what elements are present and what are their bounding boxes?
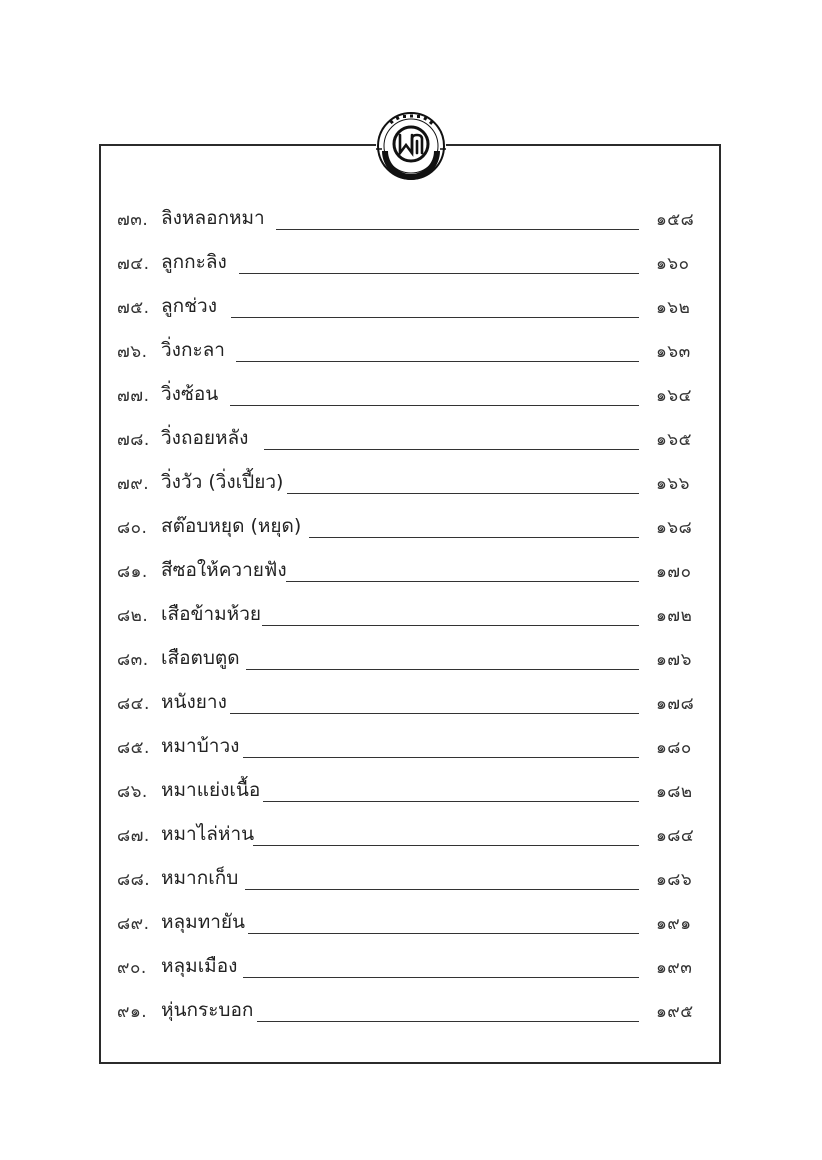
entry-page-number: ๑๗๖: [656, 650, 692, 670]
toc-entry[interactable]: [0, 515, 822, 545]
entry-page-number: ๑๙๕: [656, 1002, 694, 1022]
entry-page-number: ๑๘๐: [656, 738, 692, 758]
entry-page-number: ๑๖๒: [656, 298, 691, 318]
dotted-leader: [239, 273, 639, 274]
toc-entry[interactable]: [0, 295, 822, 325]
dotted-leader: [253, 845, 639, 846]
dotted-leader: [236, 361, 639, 362]
entry-title: หมาไล่ห่าน: [161, 823, 255, 845]
toc-entry[interactable]: [0, 999, 822, 1029]
entry-number: ๘๒.: [117, 606, 149, 626]
toc-entry[interactable]: [0, 955, 822, 985]
entry-page-number: ๑๕๘: [656, 210, 695, 230]
entry-number: ๘๑.: [117, 562, 148, 582]
entry-page-number: ๑๖๕: [656, 430, 692, 450]
entry-page-number: ๑๖๘: [656, 518, 693, 538]
entry-title: หนังยาง: [161, 691, 227, 713]
entry-page-number: ๑๘๔: [656, 826, 695, 846]
entry-title: สต๊อบหยุด (หยุด): [161, 515, 302, 537]
entry-title: วิ่งกะลา: [161, 339, 225, 361]
entry-number: ๙๐.: [117, 958, 147, 978]
dotted-leader: [248, 933, 639, 934]
entry-title: วิ่งวัว (วิ่งเปี้ยว): [161, 471, 284, 493]
dotted-leader: [257, 1021, 639, 1022]
entry-number: ๙๑.: [117, 1002, 148, 1022]
toc-entry[interactable]: [0, 867, 822, 897]
toc-entry[interactable]: [0, 207, 822, 237]
entry-title: หลุมเมือง: [161, 955, 238, 977]
toc-entry[interactable]: [0, 691, 822, 721]
entry-title: หมาแย่งเนื้อ: [161, 779, 261, 801]
dotted-leader: [263, 801, 639, 802]
dotted-leader: [245, 889, 639, 890]
dotted-leader: [231, 317, 639, 318]
toc-entry[interactable]: [0, 251, 822, 281]
entry-number: ๗๓.: [117, 210, 149, 230]
entry-number: ๗๖.: [117, 342, 148, 362]
dotted-leader: [264, 449, 639, 450]
toc-entry[interactable]: [0, 779, 822, 809]
dotted-leader: [243, 977, 639, 978]
toc-entry[interactable]: [0, 603, 822, 633]
toc-entry[interactable]: [0, 383, 822, 413]
entry-page-number: ๑๙๓: [656, 958, 693, 978]
dotted-leader: [287, 493, 639, 494]
entry-page-number: ๑๗๒: [656, 606, 693, 626]
toc-entry[interactable]: [0, 735, 822, 765]
entry-title: หมากเก็บ: [161, 867, 239, 889]
entry-number: ๘๘.: [117, 870, 151, 890]
dotted-leader: [230, 713, 639, 714]
toc-entry[interactable]: [0, 823, 822, 853]
toc-entry[interactable]: [0, 647, 822, 677]
entry-title: ลูกกะลิง: [161, 251, 227, 273]
entry-number: ๗๗.: [117, 386, 150, 406]
entry-page-number: ๑๘๖: [656, 870, 693, 890]
dotted-leader: [230, 405, 639, 406]
entry-number: ๘๕.: [117, 738, 150, 758]
entry-number: ๘๙.: [117, 914, 150, 934]
entry-page-number: ๑๖๖: [656, 474, 690, 494]
entry-page-number: ๑๖๓: [656, 342, 691, 362]
entry-title: หุ่นกระบอก: [161, 999, 254, 1021]
entry-page-number: ๑๗๘: [656, 694, 695, 714]
entry-number: ๘๔.: [117, 694, 150, 714]
dotted-leader: [243, 757, 639, 758]
toc-entry[interactable]: [0, 559, 822, 589]
entry-title: ลูกช่วง: [161, 295, 217, 317]
dotted-leader: [262, 625, 639, 626]
entry-number: ๗๕.: [117, 298, 150, 318]
entry-number: ๗๘.: [117, 430, 150, 450]
entry-page-number: ๑๖๔: [656, 386, 692, 406]
entry-title: เสือตบตูด: [161, 647, 240, 669]
entry-title: หมาบ้าวง: [161, 735, 240, 757]
entry-title: ลิงหลอกหมา: [161, 207, 265, 229]
entry-title: สีซอให้ควายฟัง: [161, 559, 287, 581]
dotted-leader: [276, 229, 639, 230]
entry-page-number: ๑๖๐: [656, 254, 690, 274]
entry-number: ๘๐.: [117, 518, 148, 538]
entry-number: ๘๗.: [117, 826, 150, 846]
entry-page-number: ๑๙๑: [656, 914, 692, 934]
entry-title: เสือข้ามห้วย: [161, 603, 262, 625]
toc-entry[interactable]: [0, 911, 822, 941]
entry-number: ๘๓.: [117, 650, 149, 670]
entry-title: วิ่งซ้อน: [161, 383, 219, 405]
entry-number: ๗๙.: [117, 474, 150, 494]
entry-page-number: ๑๗๐: [656, 562, 692, 582]
emblem-logo-icon: [376, 111, 446, 181]
entry-number: ๘๖.: [117, 782, 148, 802]
entry-title: วิ่งถอยหลัง: [161, 427, 249, 449]
dotted-leader: [286, 581, 639, 582]
dotted-leader: [309, 537, 639, 538]
entry-page-number: ๑๘๒: [656, 782, 693, 802]
entry-number: ๗๔.: [117, 254, 150, 274]
entry-title: หลุมทายัน: [161, 911, 246, 933]
toc-entry[interactable]: [0, 471, 822, 501]
dotted-leader: [246, 669, 639, 670]
toc-entry[interactable]: [0, 427, 822, 457]
toc-entry[interactable]: [0, 339, 822, 369]
